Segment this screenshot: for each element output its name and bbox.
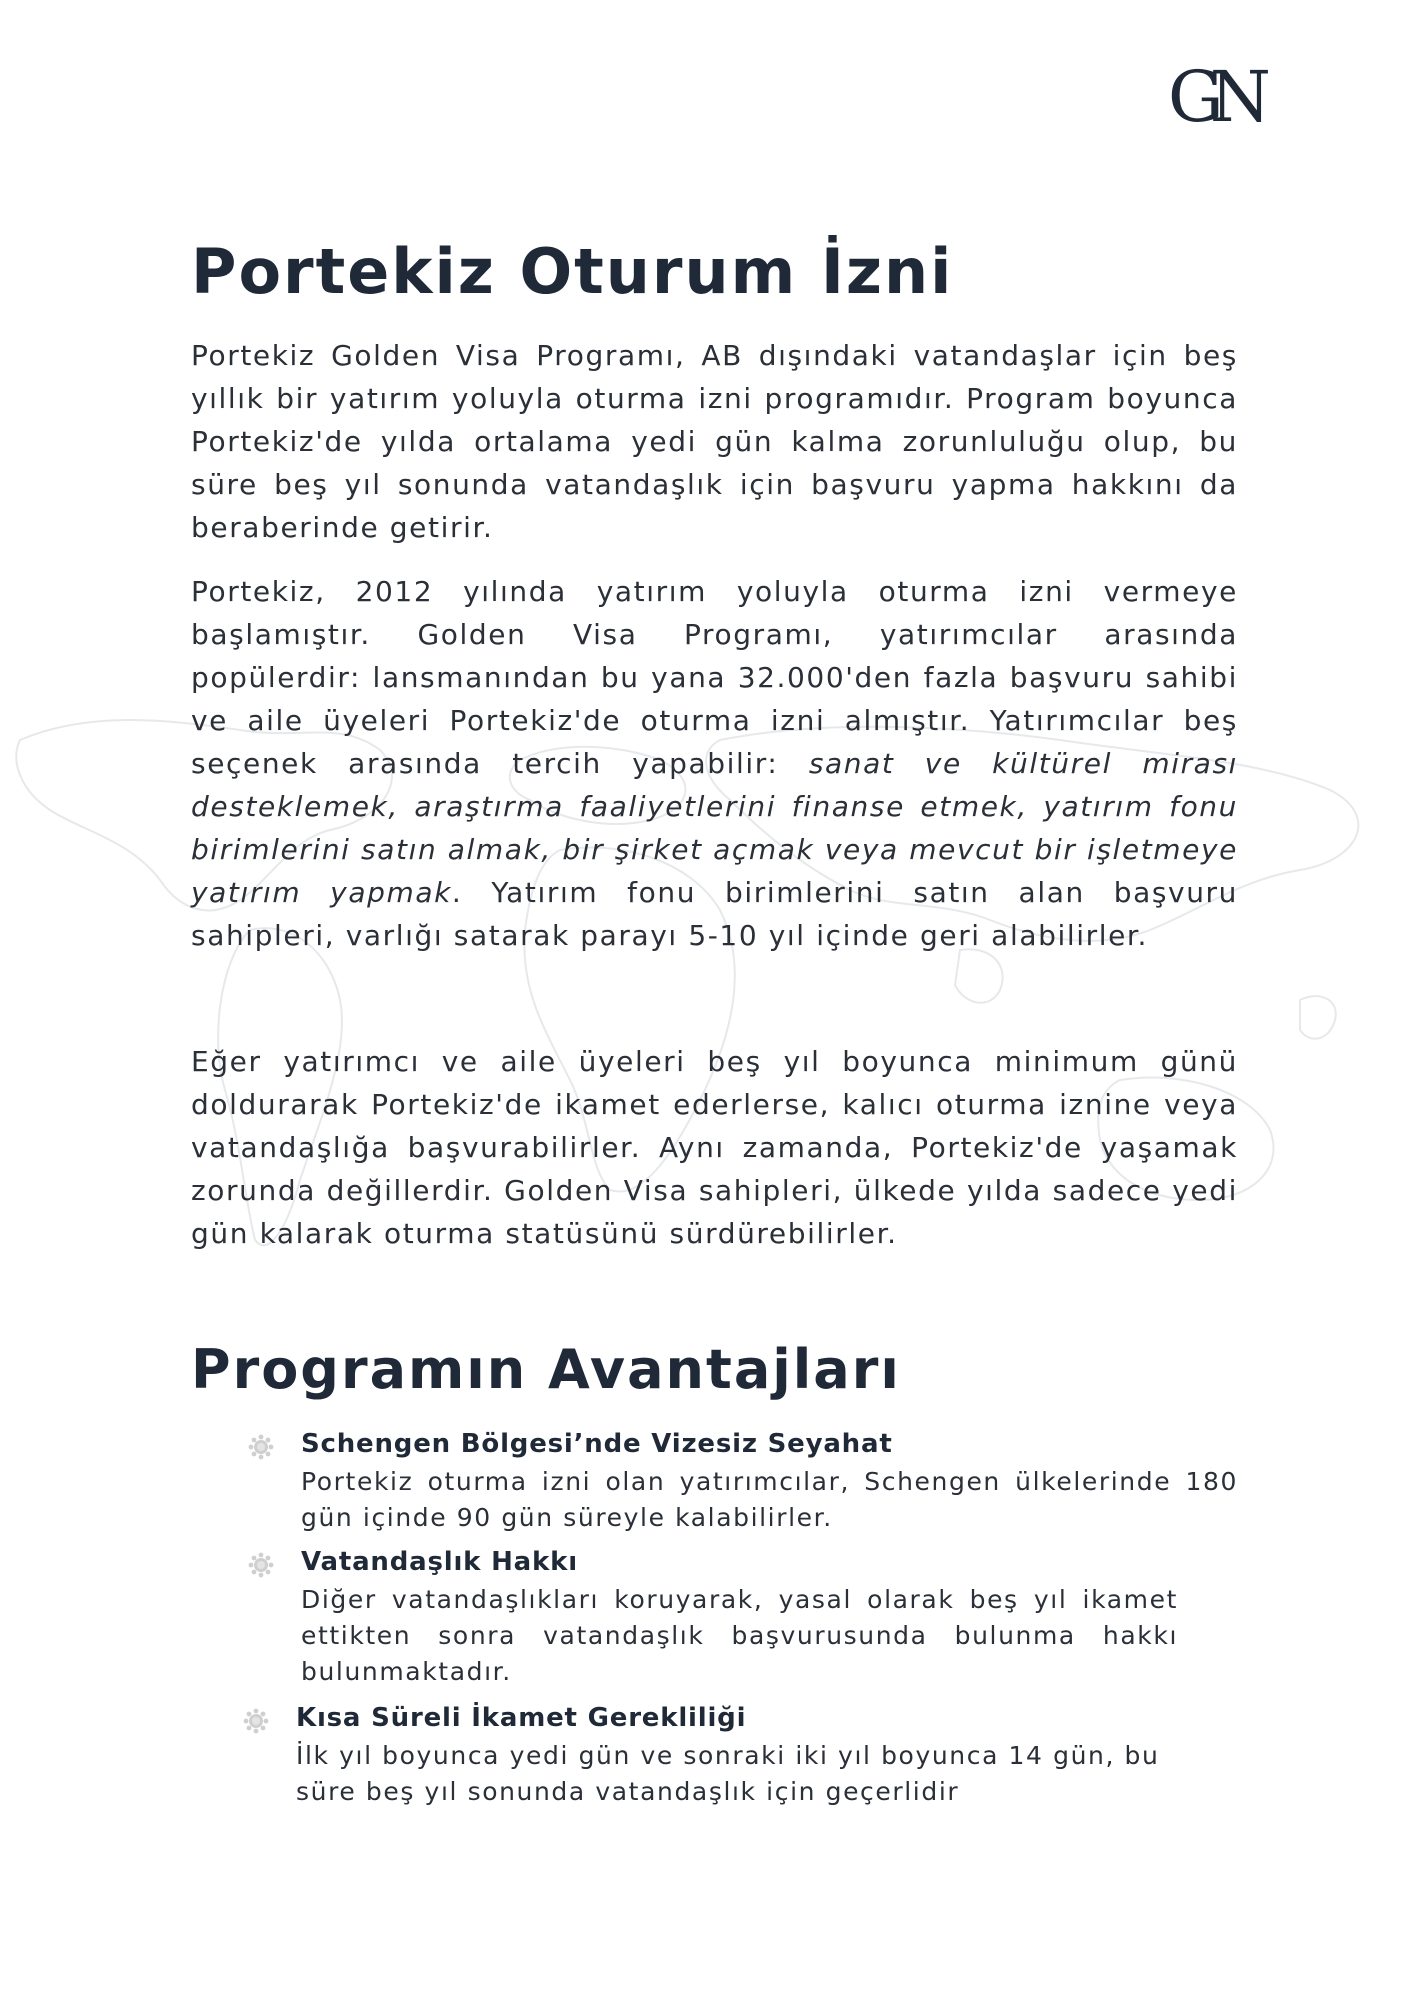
advantage-text: Diğer vatandaşlıkları koruyarak, yasal olarak beş yıl ikamet ettikten sonra vatandaşlık başvurusunda bulunma hakkı bulunmaktadır.	[301, 1585, 1178, 1686]
sun-badge-icon	[248, 1552, 274, 1578]
history-paragraph-start: Portekiz, 2012 yılında yatırım yoluyla oturma izni vermeye başlamıştır. Golden Visa Programı, yatırımcılar arasında popülerdir: lansmanından bu yana 32.000'den fazla başvuru sahibi ve aile üyeleri Portekiz'de oturma izni almıştır. Yatırımcılar beş seçenek arasında tercih yapabilir:	[191, 575, 1238, 780]
advantage-text: İlk yıl boyunca yedi gün ve sonraki iki yıl boyunca 14 gün, bu süre beş yıl sonunda vatandaşlık için geçerlidir	[296, 1741, 1160, 1806]
page-title: Portekiz Oturum İzni	[191, 235, 954, 308]
advantage-text: Portekiz oturma izni olan yatırımcılar, Schengen ülkelerinde 180 gün içinde 90 gün süreyle kalabilirler.	[301, 1467, 1238, 1532]
advantages-heading: Programın Avantajları	[191, 1338, 901, 1401]
intro-paragraph: Portekiz Golden Visa Programı, AB dışındaki vatandaşlar için beş yıllık bir yatırım yoluyla oturma izni programıdır. Program boyunca Portekiz'de yılda ortalama yedi gün kalma zorunluluğu olup, bu süre beş yıl sonunda vatandaşlık için başvuru yapma hakkını da beraberinde getirir.	[191, 339, 1238, 544]
advantage-title: Kısa Süreli İkamet Gerekliliği	[296, 1703, 747, 1733]
brand-logo: GN	[1167, 56, 1257, 138]
residence-paragraph: Eğer yatırımcı ve aile üyeleri beş yıl boyunca minimum günü doldurarak Portekiz'de ikamet ederlerse, kalıcı oturma iznine veya vatandaşlığa başvurabilirler. Aynı zamanda, Portekiz'de yaşamak zorunda değillerdir. Golden Visa sahipleri, ülkede yılda sadece yedi gün kalarak oturma statüsünü sürdürebilirler.	[191, 1045, 1238, 1250]
history-paragraph-end: . Yatırım fonu birimlerini satın alan başvuru sahipleri, varlığı satarak parayı 5-10 yıl içinde geri alabilirler.	[191, 876, 1238, 952]
sun-badge-icon	[248, 1434, 274, 1460]
advantage-title: Schengen Bölgesi’nde Vizesiz Seyahat	[301, 1429, 893, 1459]
investment-options-text: sanat ve kültürel mirası desteklemek, araştırma faaliyetlerini finanse etmek, yatırım fonu birimlerini satın almak, bir şirket açmak veya mevcut bir işletmeye yatırım yapmak	[191, 747, 1239, 909]
history-paragraph	[191, 570, 1238, 957]
advantage-title: Vatandaşlık Hakkı	[301, 1547, 578, 1577]
sun-badge-icon	[243, 1708, 269, 1734]
